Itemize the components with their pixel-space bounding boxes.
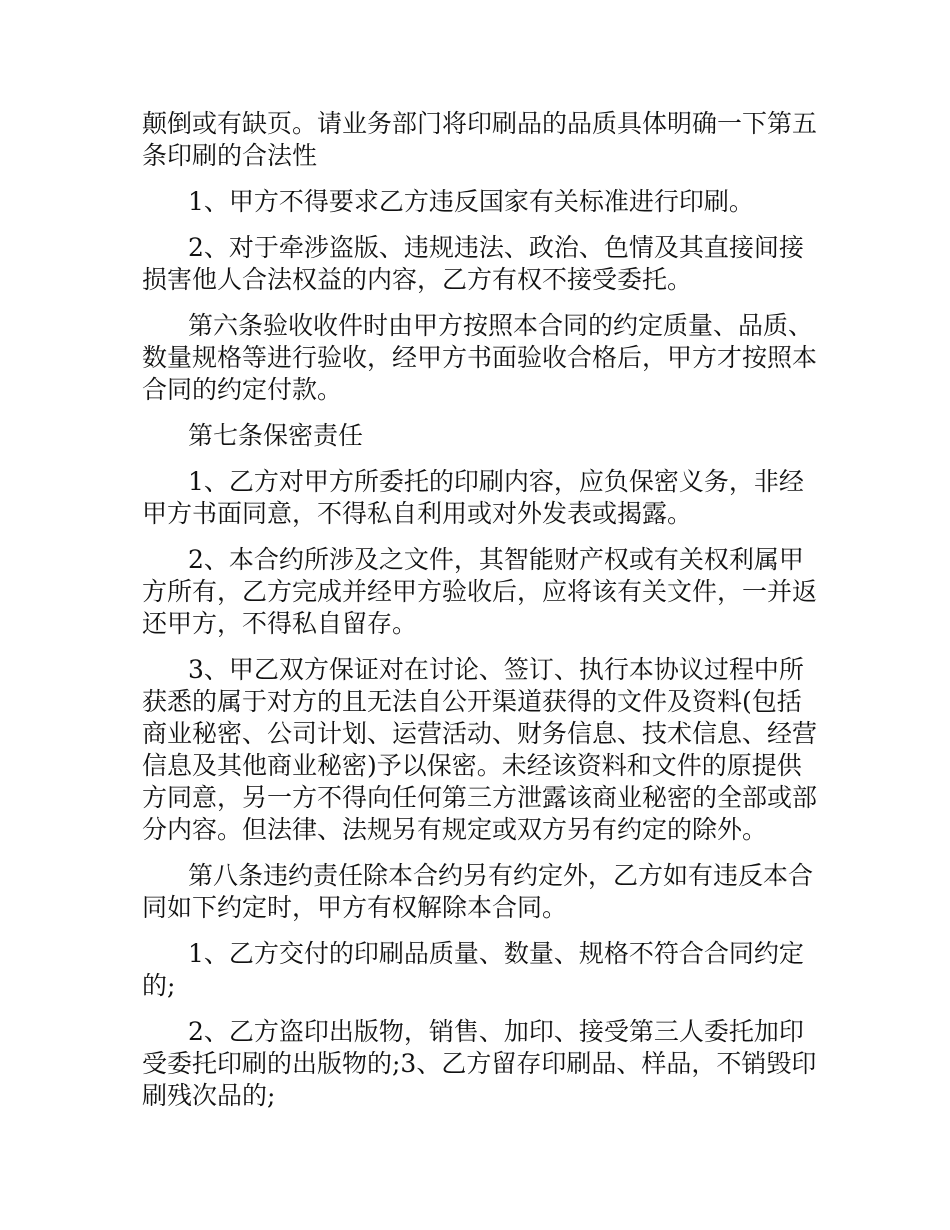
paragraph: 1、甲方不得要求乙方违反国家有关标准进行印刷。 bbox=[188, 187, 754, 216]
document-body bbox=[142, 108, 818, 1126]
paragraph: 第六条验收收件时由甲方按照本合同的约定质量、品质、数量规格等进行验收，经甲方书面验收合格后，甲方才按照本合同的约定付款。 bbox=[142, 311, 818, 404]
paragraph: 2、对于牵涉盗版、违规违法、政治、色情及其直接间接损害他人合法权益的内容，乙方有权不接受委托。 bbox=[142, 233, 804, 294]
paragraph: 2、乙方盗印出版物，销售、加印、接受第三人委托加印受委托印刷的出版物的;3、乙方留存印刷品、样品，不销毁印刷残次品的; bbox=[142, 1017, 817, 1110]
paragraph: 2、本合约所涉及之文件，其智能财产权或有关权利属甲方所有，乙方完成并经甲方验收后，应将该有关文件，一并返还甲方，不得私自留存。 bbox=[142, 545, 818, 638]
paragraph: 第八条违约责任除本合约另有约定外，乙方如有违反本合同如下约定时，甲方有权解除本合同。 bbox=[142, 861, 814, 922]
section-heading: 第七条保密责任 bbox=[188, 421, 364, 450]
paragraph: 1、乙方交付的印刷品质量、数量、规格不符合合同约定的; bbox=[142, 939, 804, 1000]
paragraph: 3、甲乙双方保证对在讨论、签订、执行本协议过程中所获悉的属于对方的且无法自公开渠道获得的文件及资料(包括商业秘密、公司计划、运营活动、财务信息、技术信息、经营信息及其他商业秘密)予以保密。未经该资料和文件的原提供方同意，另一方不得向任何第三方泄露该商业秘密的全部或部分内容。但法律、法规另有规定或双方另有约定的除外。 bbox=[142, 655, 818, 844]
paragraph: 1、乙方对甲方所委托的印刷内容，应负保密义务，非经甲方书面同意，不得私自利用或对外发表或揭露。 bbox=[142, 467, 804, 528]
paragraph: 颠倒或有缺页。请业务部门将印刷品的品质具体明确一下第五条印刷的合法性 bbox=[142, 109, 818, 170]
